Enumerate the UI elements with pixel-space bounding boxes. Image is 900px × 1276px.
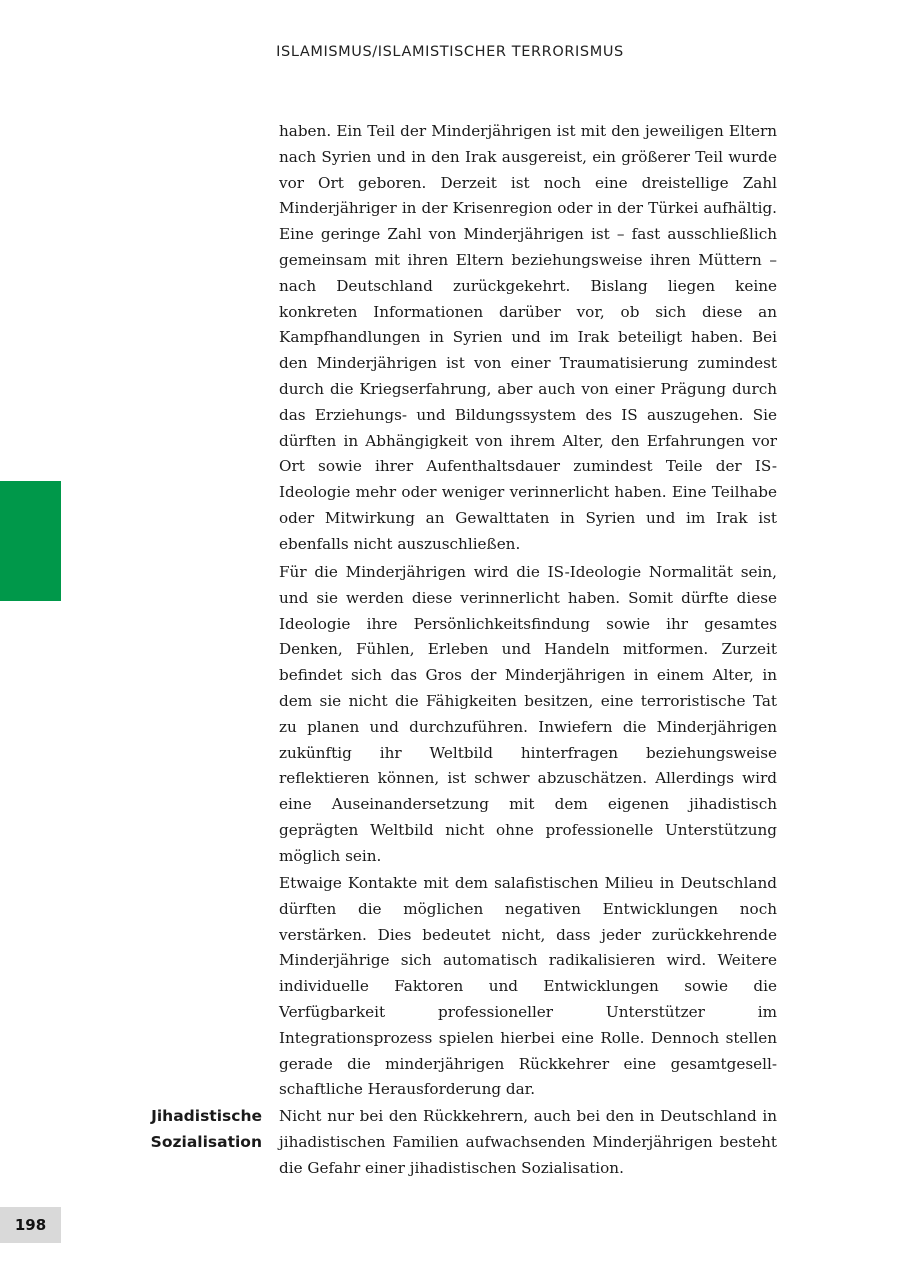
body-paragraph-3 xyxy=(279,871,777,1103)
margin-heading-line-2: Sozialisation xyxy=(150,1132,262,1151)
margin-heading-line-1: Jihadistische xyxy=(151,1107,262,1125)
page-number: 198 xyxy=(0,1207,61,1243)
body-paragraph-2 xyxy=(279,560,777,870)
paragraph-text: Für die Minderjährigen wird die IS-Ideologie Normalität sein, und sie werden diese verinnerlicht haben. Somit dürfte diese Ideologie ihre Persönlichkeitsfindung sowie ihr gesamtes Denken, Fühlen, Erleben und Handeln mitformen. Zurzeit befindet sich das Gros der Minderjährigen in einem Alter, in dem sie nicht die Fähigkeiten besitzen, eine terroristische Tat zu planen und durchzuführen. Inwiefern die Minderjährigen zukünftig ihr Weltbild hinterfragen beziehungsweise reflektieren können, ist schwer abzuschätzen. Allerdings wird eine Auseinandersetzung mit dem eigenen jihadistisch geprägten Weltbild nicht ohne professionelle Unterstützung möglich sein. xyxy=(279,563,777,865)
running-header: ISLAMISMUS/ISLAMISTISCHER TERRORISMUS xyxy=(276,44,624,60)
paragraph-text: Nicht nur bei den Rückkehrern, auch bei den in Deutschland in jihadistischen Familien aufwachsenden Minderjährigen besteht die Gefahr einer jihadistischen Sozialisation. xyxy=(279,1107,777,1177)
body-paragraph-4 xyxy=(279,1104,777,1181)
chapter-color-tab xyxy=(0,481,61,601)
paragraph-text: Etwaige Kontakte mit dem salafistischen Milieu in Deutschland dürften die möglichen negativen Entwicklungen noch verstärken. Dies bedeutet nicht, dass jeder zurückkehrende Minderjährige sich automatisch radikalisieren wird. Weitere individuelle Faktoren und Entwicklungen sowie die Verfügbarkeit professioneller Unterstützer im Integrationsprozess spielen hierbei eine Rolle. Dennoch stellen gerade die minderjährigen Rückkehrer eine gesamtgesellschaftliche Herausforderung dar. xyxy=(279,874,777,1099)
paragraph-text: haben. Ein Teil der Minderjährigen ist mit den jeweiligen Eltern nach Syrien und in den Irak ausgereist, ein größerer Teil wurde vor Ort geboren. Derzeit ist noch eine dreistellige Zahl Minderjähriger in der Krisenregion oder in der Türkei aufhältig. Eine geringe Zahl von Minderjährigen ist – fast ausschließlich gemeinsam mit ihren Eltern beziehungsweise ihren Müttern – nach Deutschland zurückgekehrt. Bislang liegen keine konkreten Informationen darüber vor, ob sich diese an Kampfhandlungen in Syrien und im Irak beteiligt haben. Bei den Minderjährigen ist von einer Traumatisierung zumindest durch die Kriegserfahrung, aber auch von einer Prägung durch das Erziehungs- und Bildungssystem des IS auszugehen. Sie dürften in Abhängigkeit von ihrem Alter, den Erfahrungen vor Ort sowie ihrer Aufenthaltsdauer zumindest Teile der IS-Ideologie mehr oder weniger verinnerlicht haben. Eine Teilhabe oder Mitwirkung an Gewalttaten in Syrien und im Irak ist ebenfalls nicht auszuschließen. xyxy=(279,122,777,553)
body-paragraph-1 xyxy=(279,119,777,558)
margin-heading xyxy=(140,1104,262,1156)
